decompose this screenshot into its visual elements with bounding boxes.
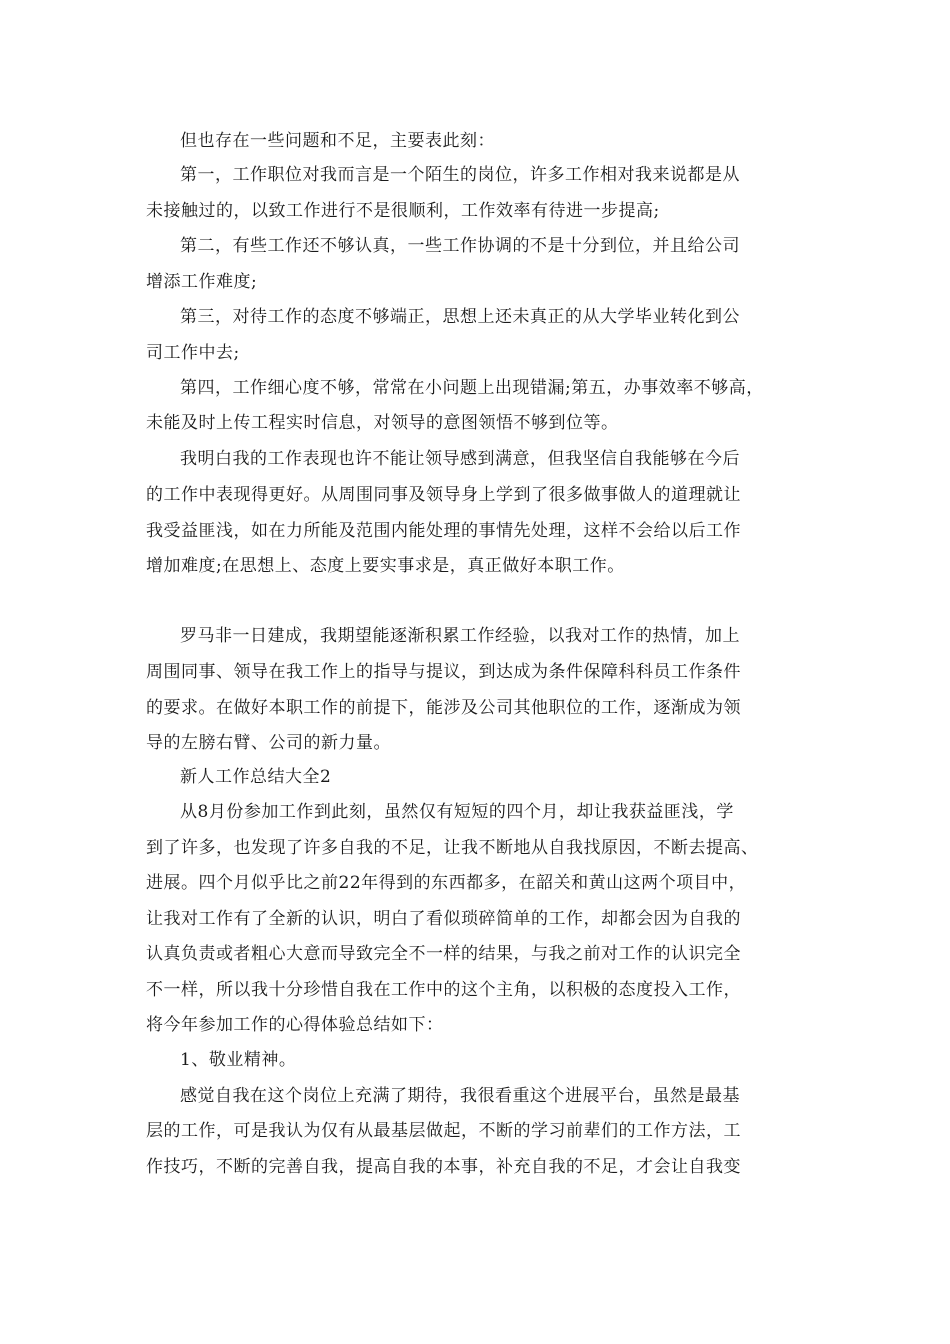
text-line: 第三，对待工作的态度不够端正，思想上还未真正的从大学毕业转化到公 <box>180 307 740 327</box>
text-line: 罗马非一日建成，我期望能逐渐积累工作经验，以我对工作的热情，加上 <box>180 626 740 646</box>
text-line: 到了许多，也发现了许多自我的不足，让我不断地从自我找原因，不断去提高、 <box>146 838 759 858</box>
text-line: 司工作中去; <box>146 343 240 363</box>
section-heading: 新人工作总结大全2 <box>180 767 332 787</box>
text-line: 增加难度;在思想上、态度上要实事求是，真正做好本职工作。 <box>146 556 625 576</box>
text-line: 未能及时上传工程实时信息，对领导的意图领悟不够到位等。 <box>146 413 619 433</box>
text-line: 第四，工作细心度不够，常常在小问题上出现错漏;第五，办事效率不够高， <box>180 378 764 398</box>
text-line: 我明白我的工作表现也许不能让领导感到满意，但我坚信自我能够在今后 <box>180 449 740 469</box>
text-line: 我受益匪浅，如在力所能及范围内能处理的事情先处理，这样不会给以后工作 <box>146 521 741 541</box>
text-line: 不一样，所以我十分珍惜自我在工作中的这个主角，以积极的态度投入工作， <box>146 980 741 1000</box>
text-line: 从8月份参加工作到此刻，虽然仅有短短的四个月，却让我获益匪浅，学 <box>180 802 734 822</box>
text-line: 导的左膀右臂、公司的新力量。 <box>146 733 391 753</box>
text-line: 增添工作难度; <box>146 272 258 292</box>
text-line: 第二，有些工作还不够认真，一些工作协调的不是十分到位，并且给公司 <box>180 236 740 256</box>
text-line: 层的工作，可是我认为仅有从最基层做起，不断的学习前辈们的工作方法，工 <box>146 1121 741 1141</box>
text-line: 作技巧，不断的完善自我，提高自我的本事，补充自我的不足，才会让自我变 <box>146 1157 741 1177</box>
text-line: 但也存在一些问题和不足，主要表此刻： <box>180 131 495 151</box>
text-line: 未接触过的，以致工作进行不是很顺利，工作效率有待进一步提高; <box>146 201 660 221</box>
text-line: 感觉自我在这个岗位上充满了期待，我很看重这个进展平台，虽然是最基 <box>180 1086 740 1106</box>
text-line: 认真负责或者粗心大意而导致完全不一样的结果，与我之前对工作的认识完全 <box>146 944 741 964</box>
text-line: 进展。四个月似乎比之前22年得到的东西都多，在韶关和黄山这两个项目中， <box>146 873 747 893</box>
text-line: 将今年参加工作的心得体验总结如下： <box>146 1015 444 1035</box>
text-line: 的工作中表现得更好。从周围同事及领导身上学到了很多做事做人的道理就让 <box>146 485 741 505</box>
text-line: 的要求。在做好本职工作的前提下，能涉及公司其他职位的工作，逐渐成为领 <box>146 698 741 718</box>
text-line: 让我对工作有了全新的认识，明白了看似琐碎简单的工作，却都会因为自我的 <box>146 909 741 929</box>
text-line: 第一，工作职位对我而言是一个陌生的岗位，许多工作相对我来说都是从 <box>180 165 740 185</box>
list-item-heading: 1、敬业精神。 <box>180 1050 297 1070</box>
text-line: 周围同事、领导在我工作上的指导与提议，到达成为条件保障科科员工作条件 <box>146 662 741 682</box>
